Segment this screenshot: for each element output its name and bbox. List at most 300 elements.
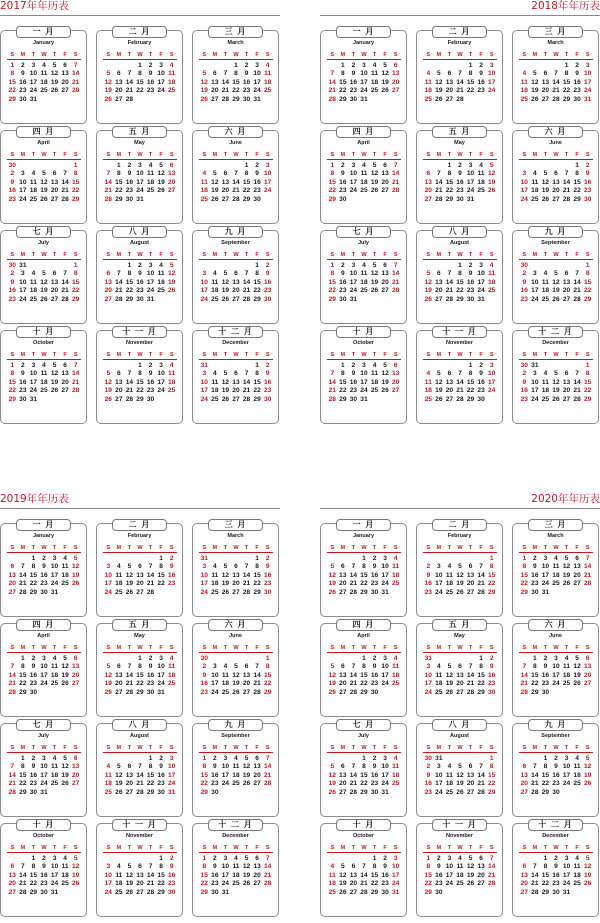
day-cell: 27 [136, 588, 144, 596]
day-cell [486, 889, 497, 897]
day-cell: 1 [372, 855, 377, 862]
week-row [423, 789, 497, 797]
weekday-label: S [73, 352, 78, 358]
weekday-label: S [265, 52, 270, 58]
day-cell: 12 [242, 863, 251, 871]
weekday-label: S [522, 745, 527, 751]
day-cell: 24 [263, 187, 272, 195]
day-cell [519, 162, 530, 170]
weekday-label: S [489, 352, 494, 358]
day-cell [486, 296, 497, 304]
day-cell: 16 [520, 387, 528, 395]
day-cell: 15 [466, 78, 475, 86]
day-cell: 20 [61, 78, 69, 86]
week-row [199, 555, 273, 563]
day-cell: 24 [200, 395, 208, 403]
day-cell: 26 [562, 580, 571, 588]
week-row [7, 555, 81, 563]
day-cell: 25 [424, 95, 432, 103]
weekday-label: T [468, 845, 473, 851]
month-grid [423, 52, 497, 104]
day-cell: 16 [146, 78, 155, 86]
day-cell: 5 [330, 763, 335, 771]
day-cell: 26 [61, 680, 69, 688]
day-cell: 17 [531, 387, 539, 395]
day-cell [561, 789, 572, 797]
month-card-5 [96, 127, 183, 224]
day-cell: 3 [159, 62, 163, 69]
weekday-label: M [116, 645, 122, 651]
day-cell: 12 [157, 170, 165, 178]
week-row [199, 589, 273, 597]
week-row [7, 79, 81, 87]
week-row [7, 387, 81, 395]
day-cell: 29 [71, 295, 80, 303]
weekday-header [423, 52, 497, 60]
day-cell: 3 [138, 162, 142, 169]
day-cell: 29 [157, 888, 165, 896]
weekday-label: S [489, 745, 494, 751]
day-cell: 30 [370, 588, 379, 596]
month-card-3 [512, 27, 599, 124]
day-cell: 7 [244, 370, 249, 378]
day-cell: 9 [351, 70, 356, 78]
day-cell: 24 [541, 580, 550, 588]
day-cell: 23 [424, 788, 432, 796]
day-cell: 28 [445, 295, 454, 303]
day-cell: 30 [487, 688, 496, 696]
day-cell: 7 [447, 270, 452, 278]
day-cell: 8 [148, 763, 153, 771]
day-cell: 25 [115, 888, 123, 896]
day-cell: 8 [522, 563, 527, 571]
weekday-label: W [41, 845, 47, 851]
day-cell: 20 [232, 580, 240, 588]
day-cell: 10 [349, 270, 358, 278]
day-cell: 24 [157, 680, 165, 688]
day-cell: 28 [125, 395, 134, 403]
day-cell: 6 [52, 170, 57, 178]
day-cell: 24 [40, 780, 48, 788]
day-cell: 30 [136, 295, 144, 303]
day-cell: 6 [117, 370, 121, 378]
day-cell: 5 [106, 70, 111, 78]
weekday-label: S [585, 352, 590, 358]
week-row [199, 572, 273, 580]
day-cell: 17 [104, 880, 112, 888]
day-cell [390, 589, 401, 597]
day-cell: 6 [138, 563, 142, 571]
weekday-label: T [468, 52, 473, 58]
week-row [519, 362, 593, 370]
day-cell: 7 [255, 663, 259, 671]
weekday-label: T [447, 745, 452, 751]
day-cell [166, 689, 177, 697]
weekday-label: S [330, 745, 335, 751]
weekday-label: W [137, 845, 143, 851]
weekday-label: F [479, 645, 483, 651]
day-cell: 7 [351, 563, 356, 571]
day-cell: 1 [585, 362, 590, 369]
day-cell: 15 [477, 671, 485, 679]
day-cell: 19 [40, 287, 48, 295]
month-name: April [357, 140, 370, 146]
month-grid [7, 252, 81, 304]
day-cell: 23 [349, 387, 358, 395]
day-cell: 29 [583, 295, 592, 303]
day-cell: 7 [393, 262, 398, 269]
day-cell: 2 [543, 655, 548, 662]
weekday-label: S [202, 545, 207, 551]
weekday-label: T [148, 545, 153, 551]
day-cell: 20 [8, 880, 16, 888]
day-cell: 7 [533, 763, 537, 771]
weekday-label: S [10, 52, 15, 58]
day-cell: 9 [265, 270, 270, 278]
weekday-header [199, 745, 273, 753]
weekday-label: T [244, 252, 249, 258]
day-cell: 18 [435, 680, 443, 688]
weekday-label: S [73, 52, 78, 58]
month-card-1 [0, 520, 87, 617]
day-cell: 30 [466, 295, 475, 303]
day-cell: 25 [391, 680, 400, 688]
day-cell: 12 [370, 170, 379, 178]
day-cell: 28 [349, 588, 358, 596]
day-cell: 13 [50, 178, 59, 186]
day-cell: 2 [148, 62, 153, 69]
weekday-label: S [489, 645, 494, 651]
day-cell: 20 [221, 187, 230, 195]
day-cell: 1 [362, 655, 366, 662]
day-cell: 28 [146, 888, 155, 896]
day-cell: 18 [541, 387, 550, 395]
day-cell: 20 [232, 287, 240, 295]
day-cell: 9 [543, 663, 548, 671]
day-cell: 7 [21, 563, 25, 571]
day-cell: 3 [533, 370, 537, 378]
day-cell: 2 [265, 262, 270, 269]
day-cell: 11 [40, 70, 48, 78]
day-cell [199, 62, 210, 70]
day-cell: 29 [328, 195, 336, 203]
weekday-label: M [532, 845, 538, 851]
day-cell: 25 [263, 87, 272, 95]
week-row [199, 580, 273, 588]
day-cell [49, 396, 60, 404]
weekday-label: S [73, 845, 78, 851]
day-cell: 26 [242, 880, 251, 888]
weekday-label: T [52, 745, 57, 751]
weekday-label: T [52, 645, 57, 651]
day-cell: 3 [489, 62, 494, 69]
day-cell: 2 [341, 162, 345, 169]
day-cell: 31 [466, 195, 475, 203]
day-cell: 21 [8, 680, 16, 688]
day-cell: 13 [552, 178, 560, 186]
weekday-label: S [489, 252, 494, 258]
week-row [519, 872, 593, 880]
month-card-11 [416, 820, 503, 917]
month-grid [423, 252, 497, 304]
day-cell: 17 [104, 580, 112, 588]
day-cell: 2 [148, 362, 153, 369]
weekday-label: T [52, 152, 57, 158]
day-cell: 3 [383, 555, 387, 562]
year-divider [320, 508, 600, 509]
month-name: September [541, 240, 570, 246]
day-cell: 3 [351, 162, 356, 169]
day-cell: 3 [52, 555, 57, 562]
day-cell: 8 [255, 370, 259, 378]
month-tab: 四 月 [336, 126, 391, 138]
day-cell: 6 [468, 763, 473, 771]
day-cell [348, 196, 359, 204]
day-cell: 26 [157, 187, 165, 195]
day-cell: 1 [202, 855, 207, 862]
day-cell [135, 855, 146, 863]
day-cell: 6 [383, 262, 387, 269]
day-cell: 6 [543, 70, 548, 78]
day-cell: 1 [159, 855, 163, 862]
day-cell: 21 [125, 387, 134, 395]
day-cell: 8 [372, 863, 377, 871]
weekday-header [103, 645, 177, 653]
week-row [423, 279, 497, 287]
day-cell [380, 196, 391, 204]
day-cell: 1 [522, 555, 527, 562]
day-cell: 12 [552, 378, 560, 386]
day-cell: 7 [458, 370, 462, 378]
day-cell: 14 [136, 771, 144, 779]
day-cell: 22 [19, 680, 27, 688]
day-cell: 22 [29, 880, 38, 888]
day-cell [210, 162, 221, 170]
month-card-5 [416, 127, 503, 224]
day-cell: 7 [585, 555, 590, 562]
month-tab: 一 月 [16, 519, 71, 531]
day-cell: 21 [456, 387, 464, 395]
day-cell: 30 [424, 755, 432, 762]
day-cell: 10 [349, 170, 358, 178]
weekday-label: M [116, 252, 122, 258]
day-cell: 4 [479, 162, 483, 169]
week-row [103, 580, 177, 588]
day-cell [486, 196, 497, 204]
day-cell: 6 [234, 563, 238, 571]
weekday-label: S [522, 645, 527, 651]
day-cell [103, 162, 114, 170]
day-cell: 23 [477, 387, 485, 395]
weekday-label: M [212, 745, 218, 751]
day-cell: 5 [223, 370, 228, 378]
day-cell: 29 [466, 395, 475, 403]
day-cell: 21 [349, 780, 358, 788]
weekday-label: F [159, 845, 163, 851]
day-cell: 24 [349, 187, 358, 195]
day-cell: 22 [328, 187, 336, 195]
day-cell: 21 [19, 580, 27, 588]
day-cell [103, 855, 114, 863]
day-cell: 8 [330, 170, 335, 178]
day-cell: 20 [477, 871, 485, 879]
weekday-label: T [543, 152, 548, 158]
day-cell: 23 [253, 187, 261, 195]
month-tab: 七 月 [16, 226, 71, 238]
day-cell: 30 [456, 195, 464, 203]
day-cell: 7 [393, 162, 398, 169]
day-cell: 25 [221, 688, 230, 696]
day-cell: 4 [265, 62, 270, 69]
weekday-label: W [457, 645, 463, 651]
day-cell: 2 [265, 362, 270, 369]
day-cell: 19 [381, 78, 389, 86]
day-cell: 13 [61, 370, 69, 378]
weekday-label: T [31, 645, 36, 651]
weekday-label: F [255, 152, 259, 158]
day-cell: 19 [221, 580, 230, 588]
day-cell: 4 [148, 162, 153, 169]
day-cell: 15 [29, 571, 38, 579]
day-cell: 11 [360, 170, 368, 178]
day-cell: 22 [232, 87, 240, 95]
day-cell [18, 162, 29, 170]
day-cell: 4 [489, 262, 494, 269]
weekday-header [7, 645, 81, 653]
day-cell: 12 [232, 671, 240, 679]
day-cell [540, 362, 551, 370]
day-cell: 31 [29, 395, 38, 403]
weekday-label: F [63, 352, 67, 358]
day-cell: 23 [19, 387, 27, 395]
day-cell: 10 [562, 863, 571, 871]
day-cell: 3 [447, 855, 452, 862]
week-row [7, 379, 81, 387]
week-row [519, 672, 593, 680]
day-cell: 15 [360, 671, 368, 679]
weekday-label: M [436, 745, 442, 751]
day-cell: 15 [253, 278, 261, 286]
day-cell [348, 555, 359, 563]
day-cell: 28 [71, 87, 80, 95]
day-cell: 6 [244, 663, 249, 671]
day-cell: 16 [29, 671, 38, 679]
day-cell: 22 [242, 187, 251, 195]
day-cell: 27 [381, 187, 389, 195]
day-cell: 6 [73, 755, 78, 762]
week-row [327, 772, 401, 780]
year-divider [320, 15, 600, 16]
day-cell [551, 689, 562, 697]
day-cell [39, 162, 50, 170]
weekday-header [327, 52, 401, 60]
day-cell: 30 [339, 195, 347, 203]
week-row [199, 96, 273, 104]
weekday-header [519, 845, 593, 853]
day-cell: 17 [50, 871, 59, 879]
day-cell [156, 196, 167, 204]
day-cell: 19 [445, 680, 454, 688]
day-cell: 28 [328, 95, 336, 103]
weekday-label: T [447, 352, 452, 358]
day-cell: 1 [117, 162, 121, 169]
day-cell: 25 [360, 187, 368, 195]
month-name: August [450, 733, 469, 739]
day-cell: 13 [520, 871, 528, 879]
day-cell: 26 [487, 187, 496, 195]
weekday-header [199, 545, 273, 553]
day-cell [60, 589, 71, 597]
day-cell: 3 [564, 855, 569, 862]
weekday-header [423, 545, 497, 553]
day-cell: 7 [10, 663, 15, 671]
day-cell: 21 [583, 571, 592, 579]
day-cell: 24 [583, 87, 592, 95]
day-cell: 27 [71, 680, 80, 688]
day-cell: 1 [330, 262, 335, 269]
day-cell [220, 362, 231, 370]
weekday-label: S [393, 152, 398, 158]
weekday-label: F [479, 545, 483, 551]
day-cell: 20 [520, 780, 528, 788]
day-cell [380, 96, 391, 104]
day-cell: 17 [424, 680, 432, 688]
day-cell: 15 [19, 771, 27, 779]
week-row [7, 872, 81, 880]
day-cell: 13 [8, 571, 16, 579]
day-cell: 9 [437, 863, 441, 871]
day-cell [210, 655, 221, 663]
day-cell: 14 [435, 178, 443, 186]
day-cell: 9 [554, 763, 558, 771]
weekday-label: S [426, 545, 431, 551]
weekday-label: M [532, 352, 538, 358]
week-row [199, 262, 273, 270]
week-row [199, 79, 273, 87]
day-cell: 3 [437, 563, 441, 571]
day-cell: 31 [531, 362, 539, 369]
day-cell: 8 [341, 70, 345, 78]
day-cell: 18 [456, 871, 464, 879]
weekday-label: F [575, 152, 579, 158]
month-grid [199, 252, 273, 304]
weekday-header [199, 52, 273, 60]
month-card-12 [192, 327, 279, 424]
day-cell: 29 [200, 788, 208, 796]
weekday-label: F [383, 152, 387, 158]
day-cell: 6 [393, 362, 398, 369]
week-row [519, 780, 593, 788]
day-cell: 15 [520, 571, 528, 579]
day-cell: 7 [117, 270, 121, 278]
week-row [423, 580, 497, 588]
day-cell: 28 [349, 788, 358, 796]
day-cell: 21 [477, 580, 485, 588]
day-cell: 18 [104, 780, 112, 788]
week-row [327, 863, 401, 871]
weekday-header [423, 152, 497, 160]
day-cell: 13 [381, 270, 389, 278]
weekday-header [327, 845, 401, 853]
day-cell: 25 [370, 87, 379, 95]
day-cell: 3 [159, 655, 163, 662]
day-cell: 28 [360, 888, 368, 896]
day-cell: 19 [573, 671, 581, 679]
day-cell: 28 [391, 287, 400, 295]
weekday-label: F [63, 545, 67, 551]
week-row [7, 755, 81, 763]
day-cell: 18 [61, 571, 69, 579]
